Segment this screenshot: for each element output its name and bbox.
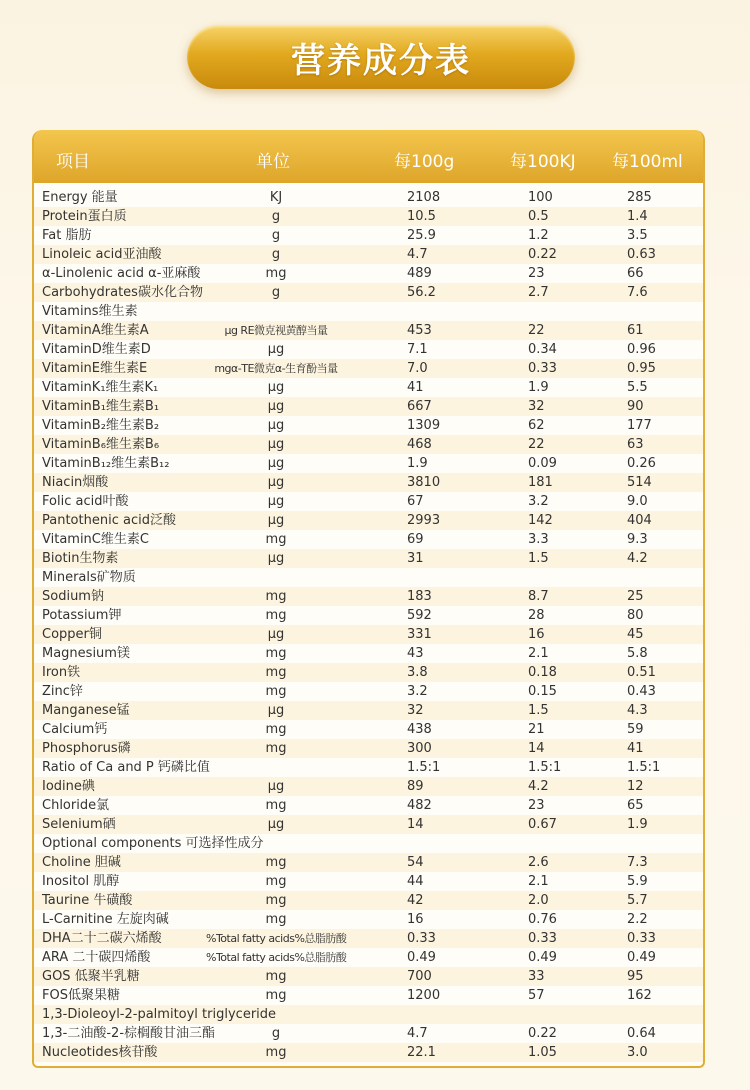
row-unit: mg [265, 608, 287, 623]
table-row [34, 188, 703, 207]
row-item-name: VitaminB₁₂维生素B₁₂ [42, 456, 170, 471]
row-per-100kj: 0.09 [528, 456, 557, 471]
row-item-name: Linoleic acid亚油酸 [42, 247, 162, 262]
row-per-100kj: 0.5 [528, 209, 549, 224]
header-per-100kj: 每100KJ [510, 152, 576, 172]
row-per-100kj: 4.2 [528, 779, 549, 794]
row-unit: μg [267, 551, 285, 566]
row-per-100ml: 177 [627, 418, 652, 433]
row-per-100g: 438 [407, 722, 432, 737]
table-row [34, 758, 703, 777]
row-per-100ml: 25 [627, 589, 644, 604]
row-per-100kj: 8.7 [528, 589, 549, 604]
row-per-100g: 69 [407, 532, 424, 547]
row-per-100g: 7.0 [407, 361, 428, 376]
table-row [34, 815, 703, 834]
page-title: 营养成分表 [291, 40, 471, 81]
row-per-100ml: 59 [627, 722, 644, 737]
row-per-100ml: 7.3 [627, 855, 648, 870]
table-row [34, 549, 703, 568]
row-per-100kj: 2.6 [528, 855, 549, 870]
row-item-name: Niacin烟酸 [42, 475, 109, 490]
row-per-100kj: 57 [528, 988, 545, 1003]
row-per-100ml: 0.51 [627, 665, 656, 680]
row-per-100ml: 7.6 [627, 285, 648, 300]
row-per-100kj: 14 [528, 741, 545, 756]
row-per-100kj: 2.0 [528, 893, 549, 908]
row-item-name: 1,3-Dioleoyl-2-palmitoyl triglyceride [42, 1007, 277, 1022]
row-per-100ml: 1.4 [627, 209, 648, 224]
row-item-name: VitaminE维生素E [42, 361, 148, 376]
row-unit: g [271, 1026, 281, 1041]
row-per-100kj: 181 [528, 475, 553, 490]
row-per-100ml: 66 [627, 266, 644, 281]
table-row [34, 929, 703, 948]
row-unit: mg [265, 1045, 287, 1060]
row-per-100g: 32 [407, 703, 424, 718]
row-per-100g: 468 [407, 437, 432, 452]
table-row [34, 283, 703, 302]
row-item-name: ARA 二十碳四烯酸 [42, 950, 151, 965]
row-item-name: DHA二十二碳六烯酸 [42, 931, 162, 946]
row-item-name: Chloride氯 [42, 798, 110, 813]
row-item-name: VitaminB₆维生素B₆ [42, 437, 160, 452]
row-per-100g: 31 [407, 551, 424, 566]
row-per-100ml: 0.96 [627, 342, 656, 357]
row-unit: mgα-TE微克α-生育酚当量 [214, 362, 338, 375]
row-per-100ml: 162 [627, 988, 652, 1003]
row-per-100ml: 90 [627, 399, 644, 414]
row-item-name: Vitamins维生素 [42, 304, 138, 319]
row-per-100kj: 100 [528, 190, 553, 205]
row-unit: mg [265, 684, 287, 699]
row-per-100ml: 0.64 [627, 1026, 656, 1041]
row-per-100ml: 9.0 [627, 494, 648, 509]
row-per-100g: 89 [407, 779, 424, 794]
row-unit: mg [265, 798, 287, 813]
table-row [34, 682, 703, 701]
row-per-100g: 67 [407, 494, 424, 509]
row-per-100ml: 5.5 [627, 380, 648, 395]
row-item-name: Calcium钙 [42, 722, 108, 737]
row-item-name: GOS 低聚半乳糖 [42, 969, 140, 984]
row-item-name: VitaminD维生素D [42, 342, 151, 357]
table-row [34, 720, 703, 739]
row-per-100kj: 21 [528, 722, 545, 737]
row-unit: mg [265, 589, 287, 604]
row-item-name: Copper铜 [42, 627, 102, 642]
table-row [34, 834, 703, 853]
row-per-100kj: 0.15 [528, 684, 557, 699]
row-per-100kj: 1.5 [528, 551, 549, 566]
table-row [34, 511, 703, 530]
row-per-100g: 44 [407, 874, 424, 889]
row-item-name: Manganese锰 [42, 703, 130, 718]
row-item-name: VitaminB₂维生素B₂ [42, 418, 160, 433]
row-unit: mg [265, 912, 287, 927]
row-per-100kj: 0.33 [528, 931, 557, 946]
row-unit: g [271, 285, 281, 300]
row-item-name: Sodium钠 [42, 589, 104, 604]
row-per-100kj: 3.3 [528, 532, 549, 547]
row-per-100ml: 61 [627, 323, 644, 338]
row-per-100kj: 23 [528, 798, 545, 813]
title-banner [187, 25, 575, 89]
row-per-100kj: 22 [528, 323, 545, 338]
row-item-name: Minerals矿物质 [42, 570, 136, 585]
row-unit: mg [265, 741, 287, 756]
row-unit: μg [267, 817, 285, 832]
row-per-100ml: 1.5:1 [627, 760, 661, 775]
row-per-100ml: 80 [627, 608, 644, 623]
row-unit: mg [265, 988, 287, 1003]
row-item-name: Choline 胆碱 [42, 855, 121, 870]
row-per-100kj: 16 [528, 627, 545, 642]
row-per-100g: 0.49 [407, 950, 436, 965]
table-row [34, 663, 703, 682]
row-per-100g: 1.9 [407, 456, 428, 471]
table-row [34, 891, 703, 910]
row-per-100ml: 63 [627, 437, 644, 452]
row-per-100ml: 4.3 [627, 703, 648, 718]
row-item-name: Ratio of Ca and P 钙磷比值 [42, 760, 210, 775]
header-per-100ml: 每100ml [612, 152, 683, 172]
row-item-name: VitaminA维生素A [42, 323, 149, 338]
row-per-100ml: 12 [627, 779, 644, 794]
table-row [34, 473, 703, 492]
row-item-name: α-Linolenic acid α-亚麻酸 [42, 266, 201, 281]
row-unit: μg [267, 399, 285, 414]
row-per-100kj: 62 [528, 418, 545, 433]
row-item-name: Phosphorus磷 [42, 741, 131, 756]
row-per-100g: 592 [407, 608, 432, 623]
row-item-name: Energy 能量 [42, 190, 118, 205]
row-per-100kj: 0.49 [528, 950, 557, 965]
row-unit: μg [267, 779, 285, 794]
table-row [34, 454, 703, 473]
row-item-name: Magnesium镁 [42, 646, 130, 661]
row-per-100g: 482 [407, 798, 432, 813]
row-per-100kj: 0.18 [528, 665, 557, 680]
row-per-100kj: 2.1 [528, 874, 549, 889]
table-row [34, 587, 703, 606]
row-unit: mg [265, 722, 287, 737]
row-per-100g: 14 [407, 817, 424, 832]
row-item-name: Iron铁 [42, 665, 81, 680]
row-per-100ml: 2.2 [627, 912, 648, 927]
row-per-100g: 667 [407, 399, 432, 414]
row-unit: mg [265, 855, 287, 870]
row-per-100kj: 22 [528, 437, 545, 452]
row-item-name: Nucleotides核苷酸 [42, 1045, 158, 1060]
table-row [34, 796, 703, 815]
row-per-100kj: 3.2 [528, 494, 549, 509]
row-unit: μg [267, 513, 285, 528]
row-unit: μg [267, 437, 285, 452]
row-per-100g: 2993 [407, 513, 441, 528]
nutrition-table [32, 130, 705, 1068]
row-per-100kj: 33 [528, 969, 545, 984]
row-per-100kj: 1.05 [528, 1045, 557, 1060]
row-per-100g: 300 [407, 741, 432, 756]
row-unit: %Total fatty acids%总脂肪酸 [206, 932, 347, 945]
row-per-100g: 56.2 [407, 285, 436, 300]
table-row [34, 853, 703, 872]
row-per-100g: 10.5 [407, 209, 436, 224]
row-per-100ml: 9.3 [627, 532, 648, 547]
row-per-100g: 16 [407, 912, 424, 927]
table-row [34, 359, 703, 378]
row-per-100ml: 0.95 [627, 361, 656, 376]
table-row [34, 644, 703, 663]
row-per-100g: 0.33 [407, 931, 436, 946]
row-per-100g: 4.7 [407, 247, 428, 262]
row-unit: g [271, 209, 281, 224]
table-row [34, 872, 703, 891]
table-row [34, 1024, 703, 1043]
row-unit: mg [265, 266, 287, 281]
row-per-100kj: 0.67 [528, 817, 557, 832]
table-row [34, 226, 703, 245]
row-item-name: VitaminB₁维生素B₁ [42, 399, 160, 414]
row-item-name: VitaminC维生素C [42, 532, 149, 547]
row-per-100kj: 0.22 [528, 1026, 557, 1041]
row-per-100kj: 0.76 [528, 912, 557, 927]
table-row [34, 606, 703, 625]
row-unit: g [271, 247, 281, 262]
row-per-100ml: 45 [627, 627, 644, 642]
row-item-name: Iodine碘 [42, 779, 95, 794]
row-per-100ml: 285 [627, 190, 652, 205]
row-per-100kj: 0.34 [528, 342, 557, 357]
row-per-100ml: 4.2 [627, 551, 648, 566]
table-row [34, 910, 703, 929]
row-per-100kj: 23 [528, 266, 545, 281]
row-item-name: Zinc锌 [42, 684, 83, 699]
row-per-100ml: 95 [627, 969, 644, 984]
row-item-name: Inositol 肌醇 [42, 874, 120, 889]
table-row [34, 625, 703, 644]
row-per-100g: 1309 [407, 418, 441, 433]
row-per-100g: 42 [407, 893, 424, 908]
row-per-100ml: 41 [627, 741, 644, 756]
row-per-100ml: 5.9 [627, 874, 648, 889]
row-per-100kj: 1.5:1 [528, 760, 562, 775]
row-item-name: Protein蛋白质 [42, 209, 127, 224]
row-per-100kj: 0.22 [528, 247, 557, 262]
table-header [34, 130, 703, 183]
row-unit: mg [265, 969, 287, 984]
row-per-100ml: 1.9 [627, 817, 648, 832]
row-per-100kj: 142 [528, 513, 553, 528]
row-per-100ml: 514 [627, 475, 652, 490]
row-unit: μg [267, 703, 285, 718]
table-row [34, 1043, 703, 1062]
row-per-100ml: 0.26 [627, 456, 656, 471]
row-per-100g: 41 [407, 380, 424, 395]
table-row [34, 435, 703, 454]
row-per-100g: 3.8 [407, 665, 428, 680]
table-row [34, 967, 703, 986]
row-per-100kj: 2.1 [528, 646, 549, 661]
row-per-100kj: 1.9 [528, 380, 549, 395]
row-unit: μg [267, 494, 285, 509]
table-row [34, 302, 703, 321]
header-item: 项目 [56, 152, 90, 172]
row-per-100ml: 0.63 [627, 247, 656, 262]
header-per-100g: 每100g [394, 152, 455, 172]
row-unit: mg [265, 874, 287, 889]
table-row [34, 321, 703, 340]
table-row [34, 568, 703, 587]
row-per-100ml: 3.0 [627, 1045, 648, 1060]
row-item-name: Folic acid叶酸 [42, 494, 129, 509]
row-per-100g: 700 [407, 969, 432, 984]
row-item-name: FOS低聚果糖 [42, 988, 120, 1003]
table-row [34, 416, 703, 435]
row-per-100ml: 0.43 [627, 684, 656, 699]
table-row [34, 701, 703, 720]
row-per-100g: 183 [407, 589, 432, 604]
row-item-name: Taurine 牛磺酸 [42, 893, 133, 908]
row-per-100g: 1.5:1 [407, 760, 441, 775]
row-unit: mg [265, 646, 287, 661]
row-unit: μg RE微克视黄醇当量 [224, 324, 328, 337]
row-unit: μg [267, 418, 285, 433]
row-per-100g: 2108 [407, 190, 441, 205]
row-item-name: 1,3-二油酸-2-棕榈酸甘油三酯 [42, 1026, 216, 1041]
table-row [34, 207, 703, 226]
row-item-name: Biotin生物素 [42, 551, 119, 566]
row-per-100g: 1200 [407, 988, 441, 1003]
row-per-100g: 22.1 [407, 1045, 436, 1060]
row-per-100g: 25.9 [407, 228, 436, 243]
row-per-100kj: 2.7 [528, 285, 549, 300]
table-row [34, 777, 703, 796]
row-per-100ml: 3.5 [627, 228, 648, 243]
row-per-100ml: 5.7 [627, 893, 648, 908]
row-per-100g: 7.1 [407, 342, 428, 357]
row-per-100kj: 32 [528, 399, 545, 414]
row-per-100ml: 0.49 [627, 950, 656, 965]
row-item-name: VitaminK₁维生素K₁ [42, 380, 159, 395]
row-per-100g: 54 [407, 855, 424, 870]
row-per-100ml: 65 [627, 798, 644, 813]
row-unit: μg [267, 627, 285, 642]
row-per-100g: 453 [407, 323, 432, 338]
row-per-100ml: 404 [627, 513, 652, 528]
row-item-name: Selenium硒 [42, 817, 116, 832]
row-unit: KJ [269, 190, 283, 205]
row-item-name: Pantothenic acid泛酸 [42, 513, 176, 528]
row-per-100ml: 5.8 [627, 646, 648, 661]
row-per-100g: 3.2 [407, 684, 428, 699]
table-row [34, 264, 703, 283]
row-item-name: L-Carnitine 左旋肉碱 [42, 912, 169, 927]
row-per-100kj: 1.2 [528, 228, 549, 243]
table-row [34, 378, 703, 397]
header-unit: 单位 [256, 152, 290, 172]
row-item-name: Potassium钾 [42, 608, 122, 623]
row-unit: μg [267, 342, 285, 357]
table-row [34, 948, 703, 967]
row-per-100g: 43 [407, 646, 424, 661]
table-row [34, 340, 703, 359]
row-unit: mg [265, 532, 287, 547]
row-unit: μg [267, 380, 285, 395]
table-row [34, 1005, 703, 1024]
row-unit: mg [265, 665, 287, 680]
row-item-name: Optional components 可选择性成分 [42, 836, 264, 851]
row-per-100g: 331 [407, 627, 432, 642]
row-per-100kj: 1.5 [528, 703, 549, 718]
row-unit: μg [267, 475, 285, 490]
row-per-100g: 489 [407, 266, 432, 281]
row-item-name: Fat 脂肪 [42, 228, 92, 243]
row-unit: g [271, 228, 281, 243]
row-unit: %Total fatty acids%总脂肪酸 [206, 951, 347, 964]
row-per-100kj: 28 [528, 608, 545, 623]
row-per-100ml: 0.33 [627, 931, 656, 946]
table-row [34, 397, 703, 416]
table-row [34, 986, 703, 1005]
table-body [34, 183, 703, 1062]
table-row [34, 245, 703, 264]
row-item-name: Carbohydrates碳水化合物 [42, 285, 203, 300]
row-unit: μg [267, 456, 285, 471]
table-row [34, 739, 703, 758]
row-per-100g: 4.7 [407, 1026, 428, 1041]
row-unit: mg [265, 893, 287, 908]
table-row [34, 530, 703, 549]
row-per-100kj: 0.33 [528, 361, 557, 376]
row-per-100g: 3810 [407, 475, 441, 490]
table-row [34, 492, 703, 511]
